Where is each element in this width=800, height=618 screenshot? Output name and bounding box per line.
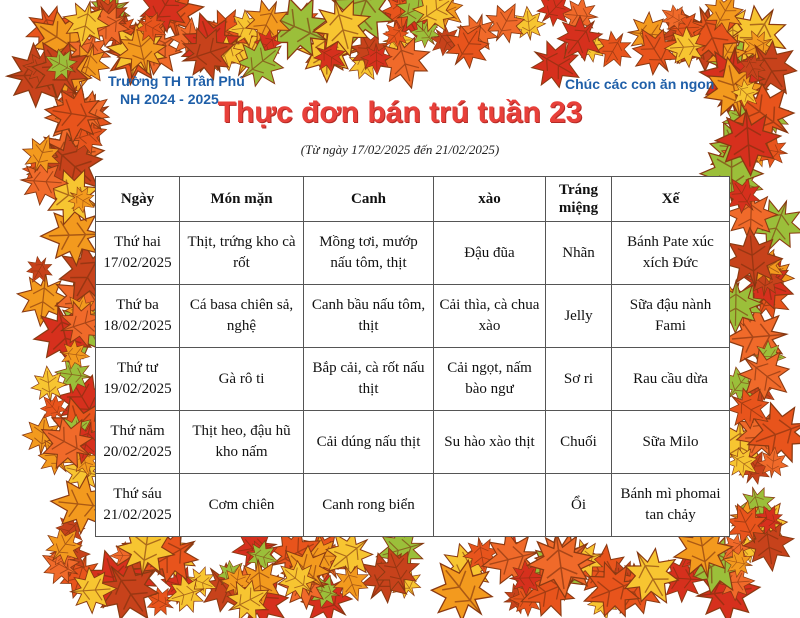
dessert-cell: Sơ ri [546, 348, 612, 411]
header-snack: Xế [612, 177, 730, 222]
day-name: Thứ tư [117, 360, 158, 376]
header-stir-fry: xào [434, 177, 546, 222]
day-cell [96, 411, 180, 474]
dessert-cell: Nhãn [546, 222, 612, 285]
main-dish-cell: Thịt heo, đậu hũ kho nấm [180, 411, 304, 474]
page-title: Thực đơn bán trú tuần 23 [217, 96, 583, 129]
greeting-text: Chúc các con ăn ngon [565, 76, 715, 92]
stir-fry-cell [434, 474, 546, 537]
main-dish-cell: Thịt, trứng kho cà rốt [180, 222, 304, 285]
table-row [96, 348, 730, 411]
day-cell [96, 285, 180, 348]
dessert-cell: Jelly [546, 285, 612, 348]
soup-cell: Mồng tơi, mướp nấu tôm, thịt [304, 222, 434, 285]
dessert-cell: Chuối [546, 411, 612, 474]
school-name: Trường TH Trần Phú [108, 73, 245, 89]
table-header-row [96, 177, 730, 222]
day-date: 19/02/2025 [103, 381, 172, 397]
day-name: Thứ ba [116, 297, 159, 313]
day-date: 18/02/2025 [103, 318, 172, 334]
day-name: Thứ sáu [113, 486, 162, 502]
soup-cell: Cải dúng nấu thịt [304, 411, 434, 474]
day-cell [96, 222, 180, 285]
table-row [96, 222, 730, 285]
snack-cell: Sữa Milo [612, 411, 730, 474]
day-cell [96, 348, 180, 411]
date-range-subtitle: (Từ ngày 17/02/2025 đến 21/02/2025) [300, 142, 500, 157]
header-dessert: Tráng miệng [546, 177, 612, 222]
day-name: Thứ năm [110, 423, 165, 439]
main-dish-cell: Cơm chiên [180, 474, 304, 537]
day-name: Thứ hai [114, 234, 161, 250]
day-date: 17/02/2025 [103, 255, 172, 271]
table-row [96, 474, 730, 537]
table-row [96, 411, 730, 474]
main-dish-cell: Gà rô ti [180, 348, 304, 411]
snack-cell: Sữa đậu nành Fami [612, 285, 730, 348]
menu-table [95, 176, 730, 537]
stir-fry-cell: Su hào xào thịt [434, 411, 546, 474]
day-date: 20/02/2025 [103, 444, 172, 460]
day-cell [96, 474, 180, 537]
soup-cell: Canh rong biển [304, 474, 434, 537]
soup-cell: Canh bầu nấu tôm, thịt [304, 285, 434, 348]
dessert-cell: Ổi [546, 474, 612, 537]
header-main-dish: Món mặn [180, 177, 304, 222]
leaf-icon [20, 251, 58, 289]
header-soup: Canh [304, 177, 434, 222]
stir-fry-cell: Cải thìa, cà chua xào [434, 285, 546, 348]
header-day: Ngày [96, 177, 180, 222]
snack-cell: Rau cầu dừa [612, 348, 730, 411]
snack-cell: Bánh Pate xúc xích Đức [612, 222, 730, 285]
table-row [96, 285, 730, 348]
day-date: 21/02/2025 [103, 507, 172, 523]
stir-fry-cell: Đậu đũa [434, 222, 546, 285]
main-dish-cell: Cá basa chiên sả, nghệ [180, 285, 304, 348]
snack-cell: Bánh mì phomai tan chảy [612, 474, 730, 537]
stir-fry-cell: Cải ngọt, nấm bào ngư [434, 348, 546, 411]
soup-cell: Bắp cải, cà rốt nấu thịt [304, 348, 434, 411]
school-year: NH 2024 - 2025 [120, 91, 219, 107]
